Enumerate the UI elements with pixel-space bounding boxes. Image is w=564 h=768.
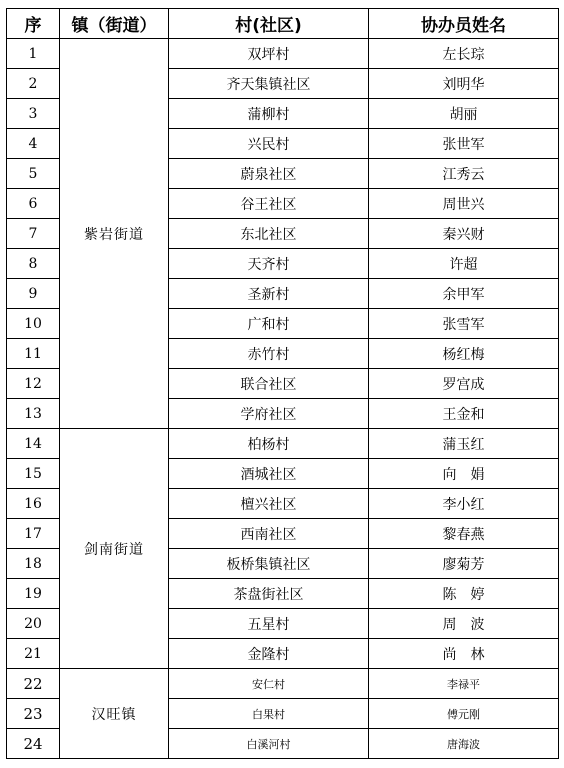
coordinator-name-cell: 唐海波 xyxy=(369,729,559,759)
village-cell: 蔚泉社区 xyxy=(169,159,369,189)
header-person: 协办员姓名 xyxy=(369,9,559,39)
village-cell: 齐天集镇社区 xyxy=(169,69,369,99)
row-seq: 13 xyxy=(7,399,60,429)
village-cell: 安仁村 xyxy=(169,669,369,699)
coordinator-name-cell: 张雪军 xyxy=(369,309,559,339)
village-cell: 天齐村 xyxy=(169,249,369,279)
town-cell: 汉旺镇 xyxy=(60,669,169,759)
coordinator-table xyxy=(6,8,559,759)
village-cell: 板桥集镇社区 xyxy=(169,549,369,579)
village-cell: 金隆村 xyxy=(169,639,369,669)
row-seq: 16 xyxy=(7,489,60,519)
coordinator-name-cell: 王金和 xyxy=(369,399,559,429)
row-seq: 19 xyxy=(7,579,60,609)
row-seq: 5 xyxy=(7,159,60,189)
table-body xyxy=(7,39,559,759)
village-cell: 柏杨村 xyxy=(169,429,369,459)
table-row xyxy=(7,429,559,459)
village-cell: 檀兴社区 xyxy=(169,489,369,519)
row-seq: 10 xyxy=(7,309,60,339)
coordinator-name-cell: 罗宫成 xyxy=(369,369,559,399)
row-seq: 2 xyxy=(7,69,60,99)
coordinator-name-cell: 张世军 xyxy=(369,129,559,159)
coordinator-name-cell: 陈 婷 xyxy=(369,579,559,609)
coordinator-name-cell: 江秀云 xyxy=(369,159,559,189)
coordinator-name-cell: 许超 xyxy=(369,249,559,279)
coordinator-name-cell: 向 娟 xyxy=(369,459,559,489)
row-seq: 6 xyxy=(7,189,60,219)
village-cell: 学府社区 xyxy=(169,399,369,429)
header-village: 村(社区) xyxy=(169,9,369,39)
coordinator-name-cell: 黎春燕 xyxy=(369,519,559,549)
coordinator-name-cell: 左长琮 xyxy=(369,39,559,69)
town-cell: 剑南街道 xyxy=(60,429,169,669)
row-seq: 14 xyxy=(7,429,60,459)
village-cell: 茶盘街社区 xyxy=(169,579,369,609)
village-cell: 东北社区 xyxy=(169,219,369,249)
village-cell: 白果村 xyxy=(169,699,369,729)
coordinator-name-cell: 杨红梅 xyxy=(369,339,559,369)
row-seq: 11 xyxy=(7,339,60,369)
coordinator-name-cell: 尚 林 xyxy=(369,639,559,669)
village-cell: 广和村 xyxy=(169,309,369,339)
village-cell: 兴民村 xyxy=(169,129,369,159)
coordinator-name-cell: 刘明华 xyxy=(369,69,559,99)
row-seq: 18 xyxy=(7,549,60,579)
coordinator-name-cell: 周 波 xyxy=(369,609,559,639)
header-seq: 序 xyxy=(7,9,60,39)
row-seq: 20 xyxy=(7,609,60,639)
row-seq: 3 xyxy=(7,99,60,129)
coordinator-name-cell: 傅元刚 xyxy=(369,699,559,729)
coordinator-name-cell: 余甲军 xyxy=(369,279,559,309)
row-seq: 8 xyxy=(7,249,60,279)
row-seq: 24 xyxy=(7,729,60,759)
row-seq: 15 xyxy=(7,459,60,489)
village-cell: 双坪村 xyxy=(169,39,369,69)
village-cell: 酒城社区 xyxy=(169,459,369,489)
table-row xyxy=(7,669,559,699)
coordinator-name-cell: 蒲玉红 xyxy=(369,429,559,459)
village-cell: 赤竹村 xyxy=(169,339,369,369)
town-cell: 紫岩街道 xyxy=(60,39,169,429)
row-seq: 7 xyxy=(7,219,60,249)
village-cell: 白溪河村 xyxy=(169,729,369,759)
coordinator-name-cell: 周世兴 xyxy=(369,189,559,219)
row-seq: 4 xyxy=(7,129,60,159)
row-seq: 12 xyxy=(7,369,60,399)
village-cell: 西南社区 xyxy=(169,519,369,549)
row-seq: 17 xyxy=(7,519,60,549)
header-row xyxy=(7,9,559,39)
coordinator-name-cell: 廖菊芳 xyxy=(369,549,559,579)
coordinator-name-cell: 李小红 xyxy=(369,489,559,519)
village-cell: 联合社区 xyxy=(169,369,369,399)
coordinator-name-cell: 李禄平 xyxy=(369,669,559,699)
row-seq: 23 xyxy=(7,699,60,729)
header-town: 镇（街道） xyxy=(60,9,169,39)
row-seq: 9 xyxy=(7,279,60,309)
coordinator-name-cell: 胡丽 xyxy=(369,99,559,129)
row-seq: 1 xyxy=(7,39,60,69)
village-cell: 圣新村 xyxy=(169,279,369,309)
table-row xyxy=(7,39,559,69)
village-cell: 蒲柳村 xyxy=(169,99,369,129)
village-cell: 五星村 xyxy=(169,609,369,639)
coordinator-name-cell: 秦兴财 xyxy=(369,219,559,249)
village-cell: 谷王社区 xyxy=(169,189,369,219)
row-seq: 21 xyxy=(7,639,60,669)
row-seq: 22 xyxy=(7,669,60,699)
